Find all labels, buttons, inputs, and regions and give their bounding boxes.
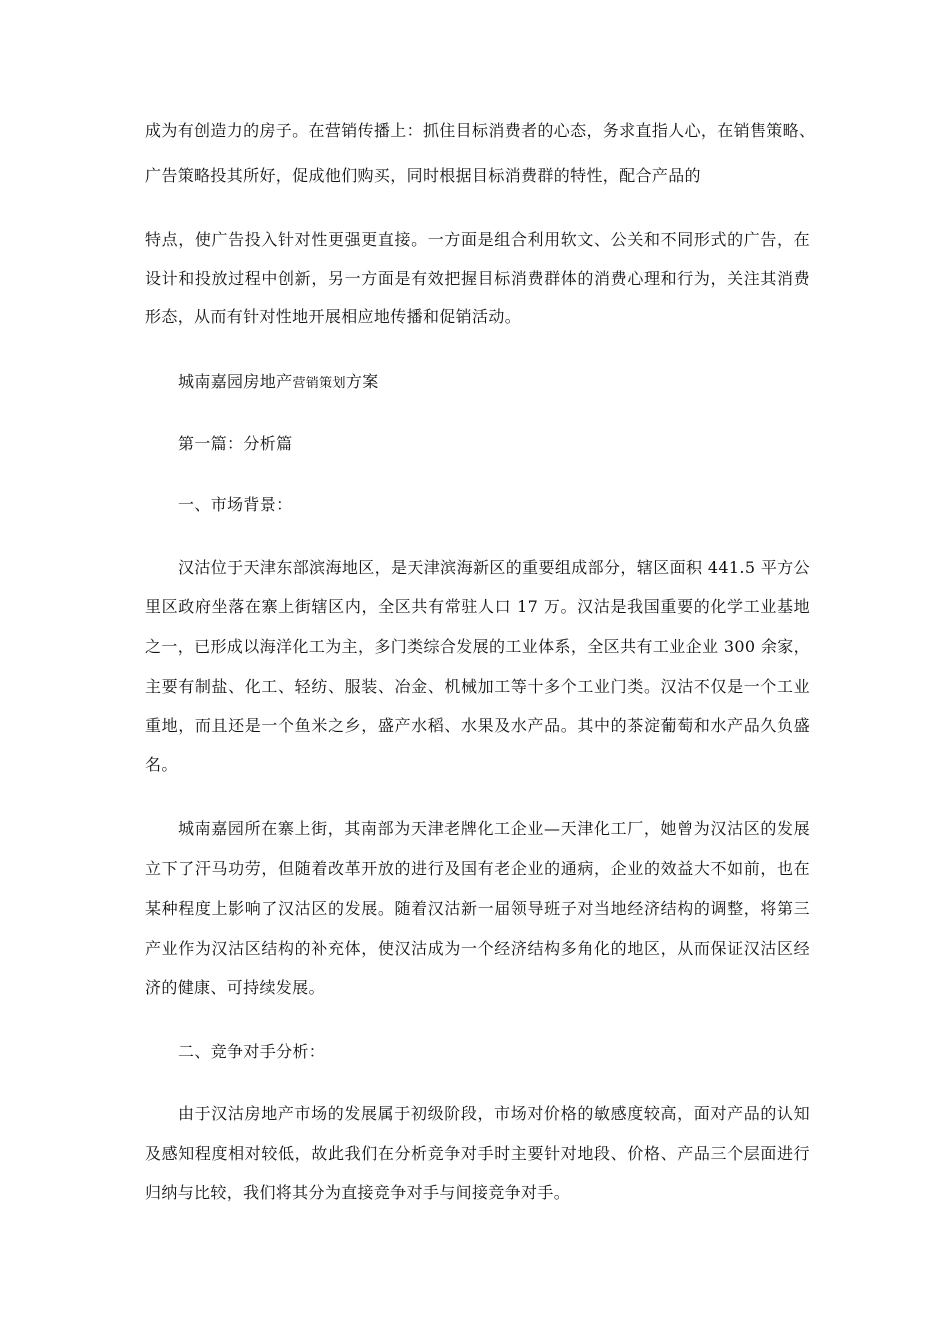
title-part-3: 方案	[345, 372, 379, 391]
section2-para1-line: 由于汉沽房地产市场的发展属于初级阶段，市场对价格的敏感度较高，面对产品的认知	[178, 1104, 810, 1123]
section1-heading: 一、市场背景：	[178, 495, 293, 514]
section1-para2-line: 济的健康、可持续发展。	[145, 978, 325, 997]
section1-para2-line: 城南嘉园所在寨上街，其南部为天津老牌化工企业—天津化工厂，她曾为汉沽区的发展	[178, 819, 810, 838]
section1-para1-line: 里区政府坐落在寨上街辖区内，全区共有常驻人口 17 万。汉沽是我国重要的化学工业基地	[145, 597, 810, 616]
section1-para1-line: 汉沽位于天津东部滨海地区，是天津滨海新区的重要组成部分，辖区面积 441.5 平方公	[178, 558, 810, 577]
document-title	[178, 372, 810, 394]
section1-para1-line: 名。	[145, 755, 178, 774]
section1-para1-line: 重地，而且还是一个鱼米之乡，盛产水稻、水果及水产品。其中的茶淀葡萄和水产品久负盛	[145, 716, 810, 735]
part-heading: 第一篇：分析篇	[178, 434, 293, 453]
intro-line-3: 特点，使广告投入针对性更强更直接。一方面是组合利用软文、公关和不同形式的广告，在	[145, 230, 810, 249]
section1-para1-line: 主要有制盐、化工、轻纺、服装、冶金、机械加工等十多个工业门类。汉沽不仅是一个工业	[145, 677, 810, 696]
section1-para2-line: 立下了汗马功劳，但随着改革开放的进行及国有老企业的通病，企业的效益大不如前，也在	[145, 859, 810, 878]
intro-line-1: 成为有创造力的房子。在营销传播上：抓住目标消费者的心态，务求直指人心，在销售策略、	[145, 121, 816, 140]
title-part-2: 营销策划	[292, 376, 346, 391]
title-part-1: 城南嘉园房地产	[178, 372, 293, 391]
intro-line-5: 形态，从而有针对性地开展相应地传播和促销活动。	[145, 307, 522, 326]
section2-heading: 二、竞争对手分析：	[178, 1042, 326, 1061]
section1-para2-line: 产业作为汉沽区结构的补充体，使汉沽成为一个经济结构多角化的地区，从而保证汉沽区经	[145, 939, 810, 958]
section1-para1-line: 之一，已形成以海洋化工为主，多门类综合发展的工业体系，全区共有工业企业 300 余家，	[145, 637, 810, 656]
section1-para2-line: 某种程度上影响了汉沽区的发展。随着汉沽新一届领导班子对当地经济结构的调整，将第三	[145, 899, 810, 918]
section2-para1-line: 及感知程度相对较低，故此我们在分析竞争对手时主要针对地段、价格、产品三个层面进行	[145, 1144, 810, 1163]
intro-line-4: 设计和投放过程中创新，另一方面是有效把握目标消费群体的消费心理和行为，关注其消费	[145, 269, 810, 288]
intro-line-2: 广告策略投其所好，促成他们购买，同时根据目标消费群的特性，配合产品的	[145, 166, 701, 185]
section2-para1-line: 归纳与比较，我们将其分为直接竞争对手与间接竞争对手。	[145, 1183, 571, 1202]
